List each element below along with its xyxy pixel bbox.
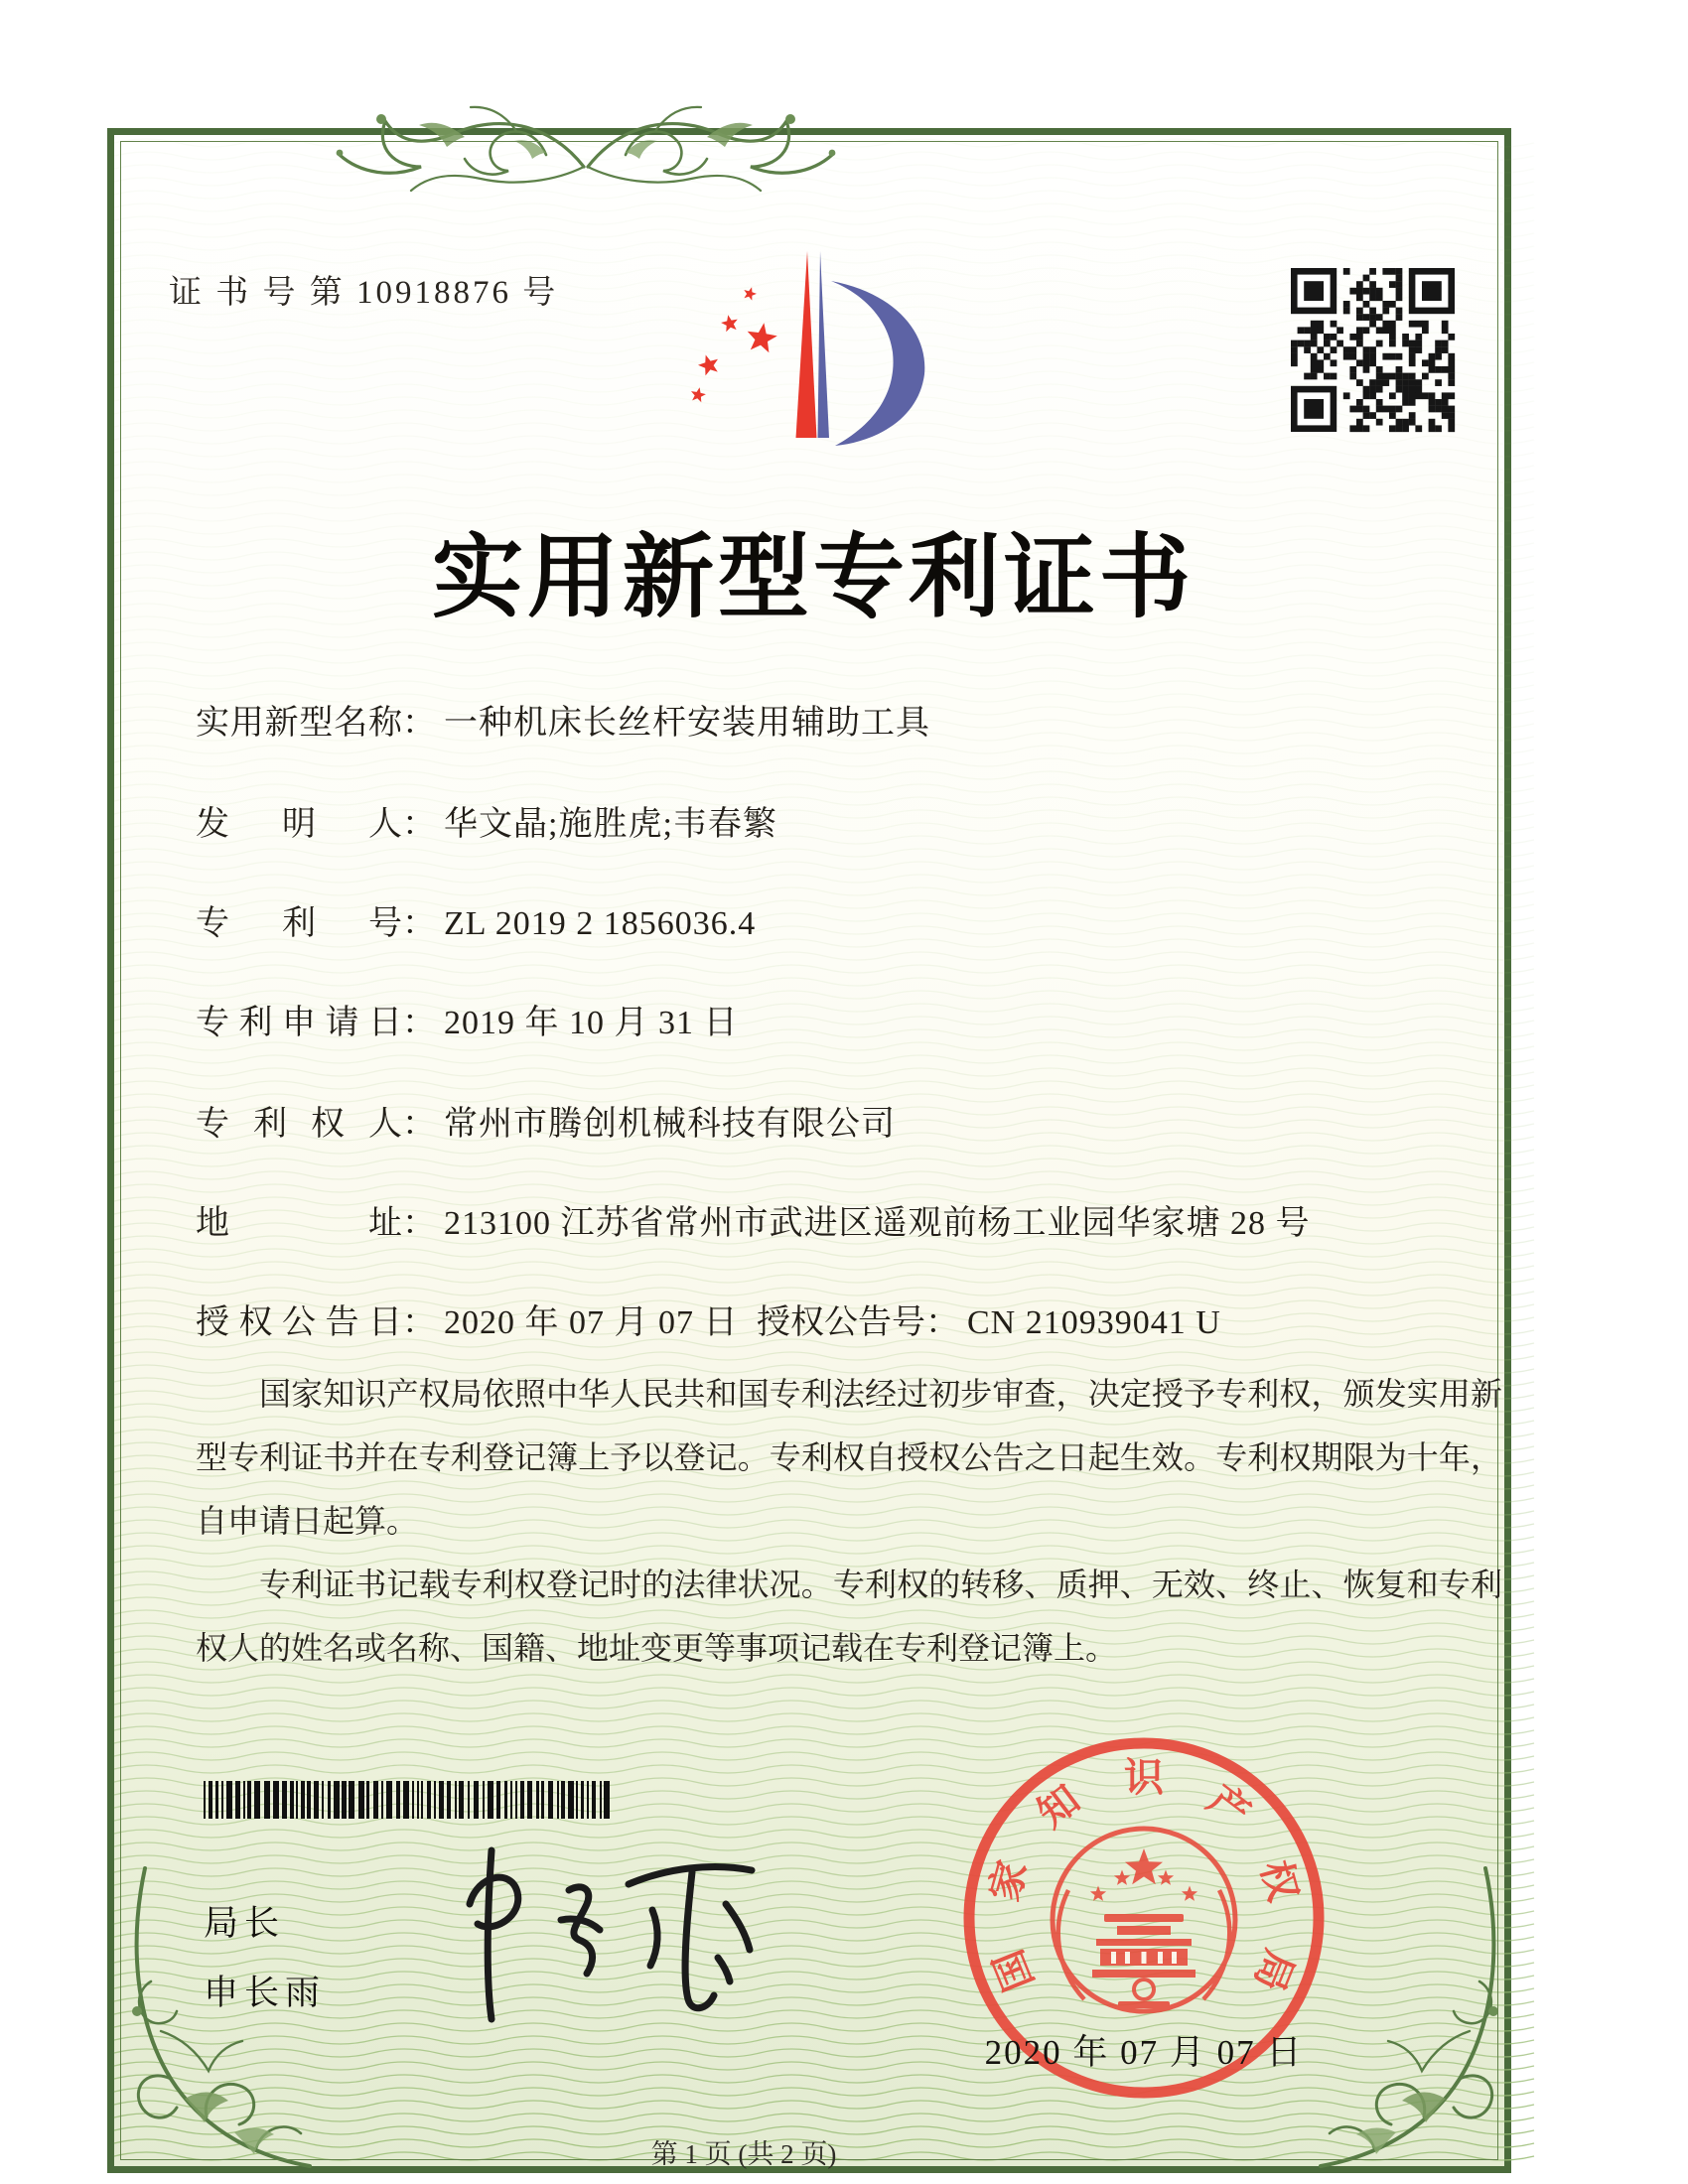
logo-stars (691, 287, 777, 402)
colon: ： (402, 905, 436, 942)
field-label: 地址 (196, 1205, 402, 1242)
barcode (204, 1781, 613, 1819)
field-row-utility-model-name (196, 695, 930, 743)
field-label: 专利权人 (196, 1106, 402, 1143)
field-label: 授权公告日 (196, 1304, 402, 1341)
legal-paragraph: 国家知识产权局依照中华人民共和国专利法经过初步审查，决定授予专利权，颁发实用新型专利证书并在专利登记簿上予以登记。专利权自授权公告之日起生效。专利权期限为十年，自申请日起算。 (196, 1376, 1502, 1539)
director-title: 局长 (204, 1904, 286, 1943)
colon: ： (402, 1005, 436, 1041)
qr-code (1291, 268, 1455, 432)
certificate-number: 证 书 号 第 10918876 号 (169, 275, 559, 311)
field-value: 常州市腾创机械科技有限公司 (444, 1106, 896, 1143)
legal-text-block (196, 1362, 1502, 1680)
field-label: 专利号 (196, 905, 402, 942)
field-label: 专利申请日 (196, 1005, 402, 1041)
field-value: 213100 江苏省常州市武进区遥观前杨工业园华家塘 28 号 (444, 1205, 1311, 1242)
legal-paragraph: 专利证书记载专利权登记时的法律状况。专利权的转移、质押、无效、终止、恢复和专利权人的姓名或名称、国籍、地址变更等事项记载在专利登记簿上。 (196, 1567, 1502, 1666)
director-signature (422, 1839, 799, 2037)
svg-text:国: 国 (985, 1943, 1043, 1997)
field-row-filing-date (196, 995, 739, 1042)
certificate-title: 实用新型专利证书 (431, 527, 1195, 628)
grant-publication-label: 授权公告号 (757, 1304, 925, 1341)
field-value: 华文晶;施胜虎;韦春繁 (444, 806, 777, 843)
colon: ： (925, 1304, 959, 1341)
director-name: 申长雨 (204, 1974, 327, 2012)
logo-blue-crescent (831, 281, 924, 446)
logo-red-wedge (796, 251, 817, 438)
top-border-ornament (328, 62, 844, 220)
colon: ： (402, 705, 436, 742)
field-value: 一种机床长丝杆安装用辅助工具 (444, 705, 930, 742)
svg-text:知: 知 (1029, 1776, 1088, 1837)
field-row-patent-number (196, 895, 756, 943)
colon: ： (402, 1205, 436, 1242)
svg-text:识: 识 (1124, 1755, 1164, 1801)
field-row-grant-date (196, 1295, 1221, 1342)
svg-text:权: 权 (1252, 1855, 1307, 1906)
field-value: ZL 2019 2 1856036.4 (444, 905, 757, 942)
colon: ： (402, 1304, 436, 1341)
field-value: 2019 年 10 月 31 日 (444, 1005, 739, 1041)
cnipa-logo-icon (690, 241, 938, 455)
field-row-address (196, 1195, 1311, 1243)
colon: ： (402, 806, 436, 843)
colon: ： (402, 1106, 436, 1143)
svg-text:局: 局 (1245, 1943, 1303, 1997)
page-number-footer: 第 1 页 (共 2 页) (650, 2139, 837, 2169)
seal-date: 2020 年 07 月 07 日 (984, 2033, 1304, 2072)
field-row-patentee (196, 1096, 896, 1144)
logo-blue-wedge (818, 251, 830, 438)
field-row-inventors (196, 796, 777, 844)
field-label: 发明人 (196, 806, 402, 843)
field-label: 实用新型名称 (196, 705, 402, 742)
national-emblem-icon (1053, 1829, 1235, 2011)
svg-text:产: 产 (1199, 1776, 1259, 1837)
svg-text:家: 家 (981, 1855, 1036, 1906)
field-value: 2020 年 07 月 07 日 (444, 1304, 739, 1341)
grant-publication-group (757, 1295, 1221, 1343)
grant-publication-value: CN 210939041 U (967, 1304, 1221, 1341)
